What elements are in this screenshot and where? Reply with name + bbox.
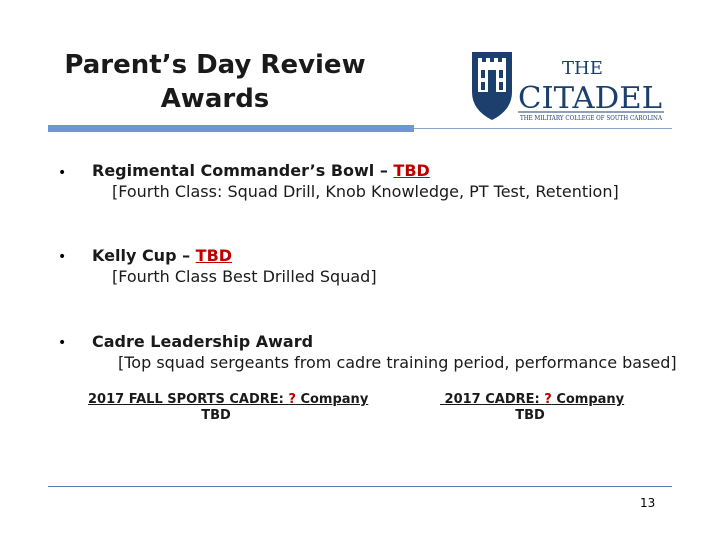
award-item-3 bbox=[92, 331, 677, 373]
cadre-value: TBD bbox=[515, 408, 545, 423]
logo-word-the: THE bbox=[562, 58, 603, 79]
award-heading: Regimental Commander’s Bowl – TBD bbox=[92, 161, 430, 180]
title-line-2: Awards bbox=[160, 84, 270, 114]
title-accent-bar bbox=[48, 125, 414, 132]
award-criteria: [Top squad sergeants from cadre training period, performance based] bbox=[118, 353, 677, 372]
award-heading: Kelly Cup – TBD bbox=[92, 246, 233, 265]
page-number: 13 bbox=[640, 496, 656, 510]
tbd-link: TBD bbox=[393, 161, 430, 180]
award-criteria: [Fourth Class Best Drilled Squad] bbox=[112, 267, 377, 286]
citadel-logo bbox=[468, 48, 668, 124]
bullet-2: • bbox=[58, 249, 67, 265]
award-item-2 bbox=[92, 245, 377, 287]
logo-word-citadel: CITADEL bbox=[518, 81, 663, 116]
title-rule bbox=[414, 128, 672, 129]
slide-title bbox=[60, 48, 370, 116]
fall-sports-cadre: 2017 FALL SPORTS CADRE: ? Company TBD bbox=[88, 392, 369, 423]
cadre-value: TBD bbox=[201, 408, 231, 423]
footer-rule bbox=[48, 486, 672, 487]
award-criteria: [Fourth Class: Squad Drill, Knob Knowledge, PT Test, Retention] bbox=[112, 182, 619, 201]
cadre-2017: 2017 CADRE: ? Company TBD bbox=[440, 392, 625, 423]
logo-tagline: THE MILITARY COLLEGE OF SOUTH CAROLINA bbox=[520, 115, 663, 122]
award-item-1 bbox=[92, 160, 619, 202]
title-line-1: Parent’s Day Review bbox=[64, 50, 366, 80]
bullet-3: • bbox=[58, 335, 67, 351]
bullet-1: • bbox=[58, 165, 67, 181]
award-heading: Cadre Leadership Award bbox=[92, 332, 314, 351]
tbd-link: TBD bbox=[195, 246, 233, 265]
